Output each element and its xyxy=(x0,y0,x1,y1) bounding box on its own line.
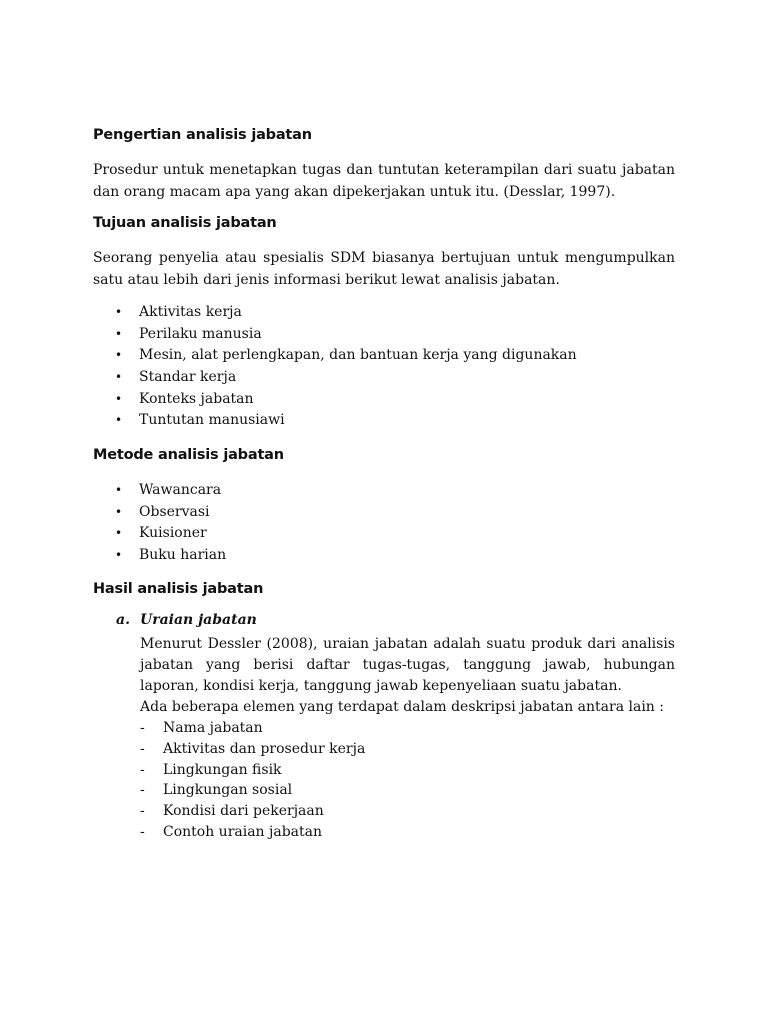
bullet-marker: • xyxy=(115,483,123,497)
list-item: • Perilaku manusia xyxy=(115,324,675,346)
dash-marker: - xyxy=(140,761,145,778)
bullet-marker: • xyxy=(115,305,123,319)
list-item: - Nama jabatan xyxy=(140,718,675,739)
paragraph-tujuan: Seorang penyelia atau spesialis SDM biasanya bertujuan untuk mengumpulkan satu atau lebih dari jenis informasi berikut lewat analisis jabatan. xyxy=(93,250,675,288)
list-item: • Observasi xyxy=(115,502,675,524)
list-item: - Aktivitas dan prosedur kerja xyxy=(140,739,675,760)
list-item: • Mesin, alat perlengkapan, dan bantuan kerja yang digunakan xyxy=(115,345,675,367)
dash-marker: - xyxy=(140,823,145,840)
dash-marker: - xyxy=(140,782,145,799)
heading-metode: Metode analisis jabatan xyxy=(93,447,284,463)
dash-marker: - xyxy=(140,720,145,736)
bullet-marker: • xyxy=(115,326,123,341)
subheading-text: Uraian jabatan xyxy=(140,612,257,628)
paragraph-pengertian: Prosedur untuk menetapkan tugas dan tuntutan keterampilan dari suatu jabatan dan orang macam apa yang akan dipekerjakan untuk itu. (Desslar, 1997). xyxy=(93,162,675,200)
list-item: • Wawancara xyxy=(115,480,675,502)
dash-marker: - xyxy=(140,803,145,820)
list-item: • Konteks jabatan xyxy=(115,389,675,411)
bullet-marker: • xyxy=(115,370,123,385)
heading-pengertian: Pengertian analisis jabatan xyxy=(93,127,312,143)
list-item: - Contoh uraian jabatan xyxy=(140,822,675,843)
paragraph-intro: Ada beberapa elemen yang terdapat dalam deskripsi jabatan antara lain : xyxy=(140,699,664,715)
list-item: • Buku harian xyxy=(115,545,675,567)
paragraph-uraian: Menurut Dessler (2008), uraian jabatan adalah suatu produk dari analisis jabatan yang berisi daftar tugas-tugas, tanggung jawab, hubungan laporan, kondisi kerja, tanggung jawab kepenyeliaan suatu jabatan. xyxy=(140,636,675,694)
list-item: • Kuisioner xyxy=(115,523,675,545)
heading-hasil: Hasil analisis jabatan xyxy=(93,581,264,597)
bullet-marker: • xyxy=(115,348,123,363)
uraian-body xyxy=(140,634,675,718)
subheading-uraian-jabatan xyxy=(116,612,257,628)
metode-bullet-list xyxy=(115,480,675,567)
bullet-marker: • xyxy=(115,526,123,541)
list-item: • Tuntutan manusiawi xyxy=(115,410,675,432)
bullet-marker: • xyxy=(115,413,123,428)
elemen-dash-list xyxy=(140,718,675,843)
list-item: • Standar kerja xyxy=(115,367,675,389)
bullet-marker: • xyxy=(115,548,123,563)
heading-tujuan: Tujuan analisis jabatan xyxy=(93,215,277,231)
list-item: - Kondisi dari pekerjaan xyxy=(140,801,675,822)
bullet-marker: • xyxy=(115,391,123,406)
list-item: - Lingkungan sosial xyxy=(140,780,675,801)
tujuan-bullet-list xyxy=(115,302,675,432)
list-item: - Lingkungan fisik xyxy=(140,760,675,781)
bullet-marker: • xyxy=(115,504,123,519)
dash-marker: - xyxy=(140,740,145,757)
subheading-letter: a. xyxy=(116,612,130,628)
list-item: • Aktivitas kerja xyxy=(115,302,675,324)
